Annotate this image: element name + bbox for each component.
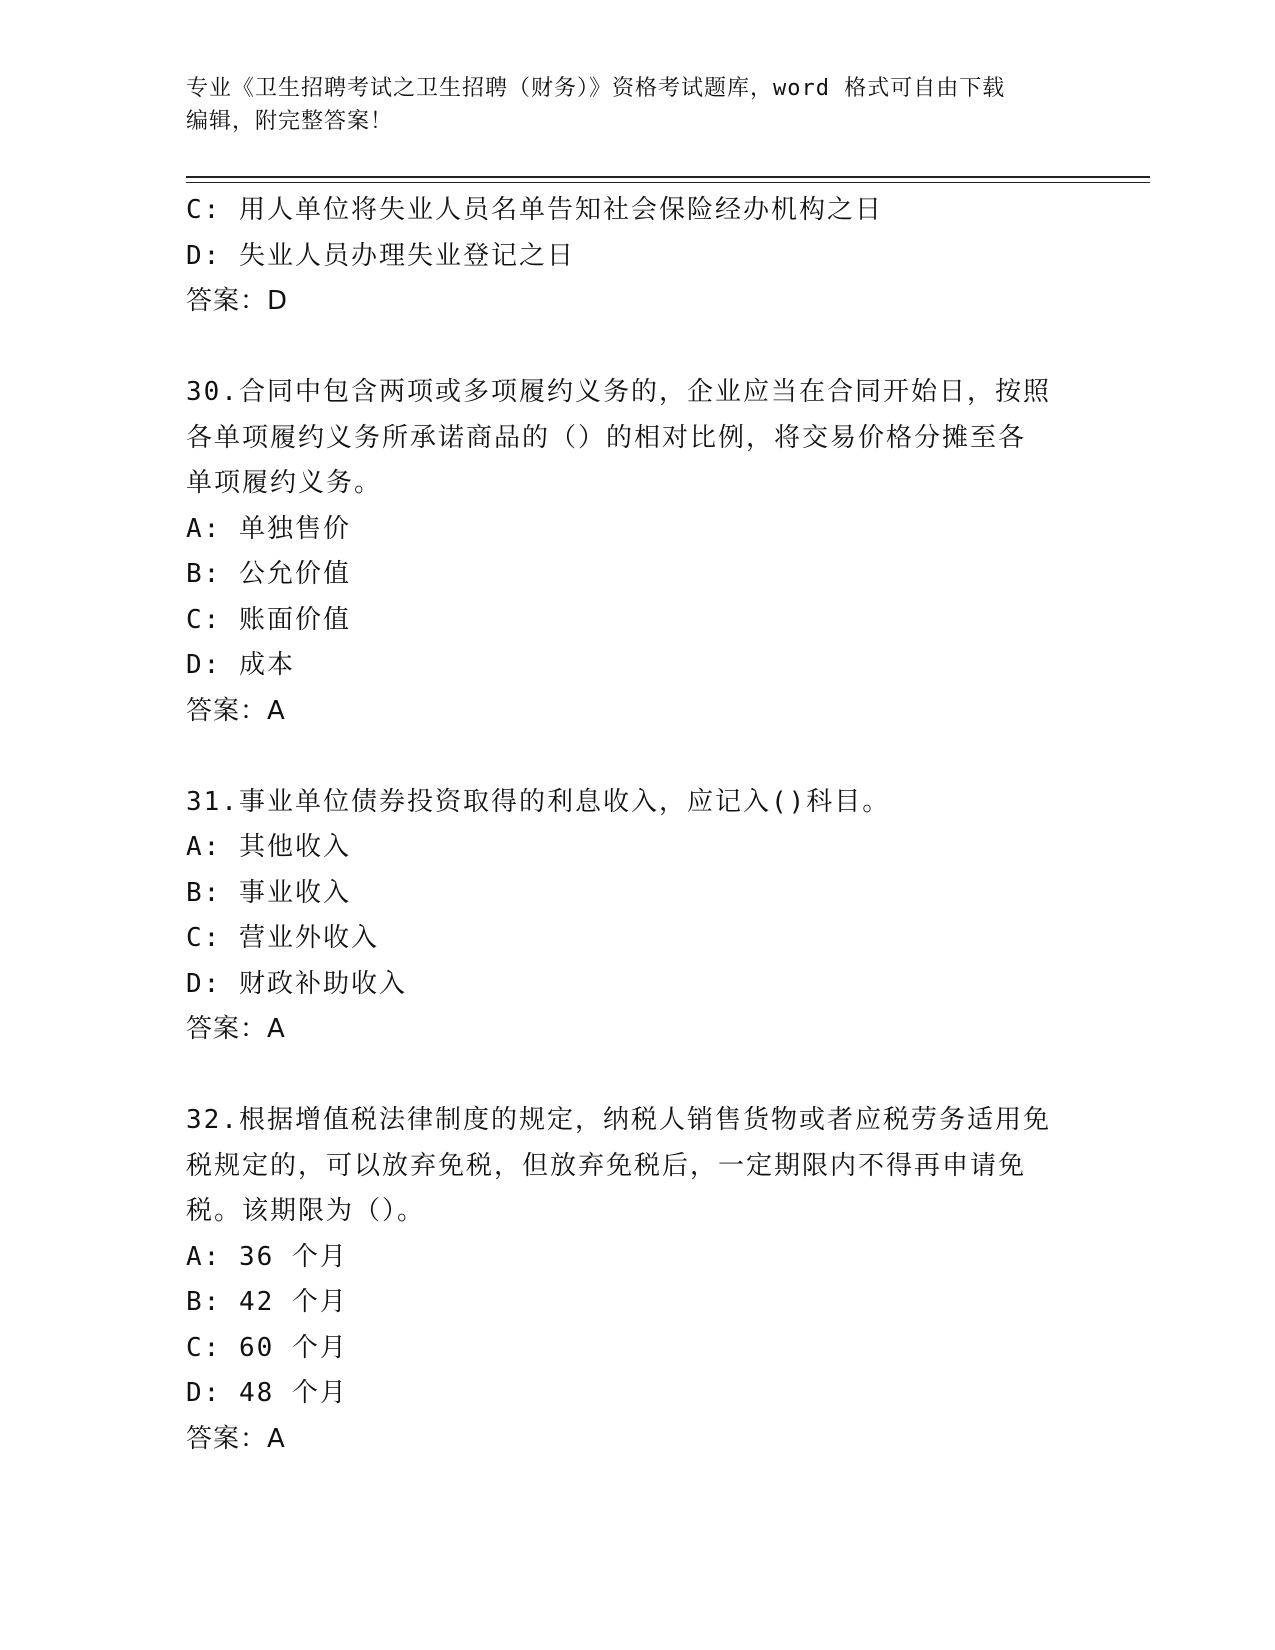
question-31 — [186, 780, 1086, 1053]
header-line-2: 编辑，附完整答案！ — [186, 109, 394, 134]
option-a: A: 其他收入 — [186, 832, 351, 862]
option-b: B: 事业收入 — [186, 877, 351, 908]
document-header — [186, 72, 1066, 138]
question-text-line: 各单项履约义务所承诺商品的（）的相对比例，将交易价格分摊至各 — [186, 422, 1027, 453]
option-b: B: 42 个月 — [186, 1287, 348, 1317]
question-content — [186, 188, 1086, 1462]
question-30 — [186, 370, 1086, 734]
option-c: C: 用人单位将失业人员名单告知社会保险经办机构之日 — [186, 195, 883, 225]
option-d: D: 成本 — [186, 650, 295, 680]
header-divider — [186, 176, 1150, 178]
continued-question — [186, 188, 1086, 325]
answer-line: 答案：A — [186, 695, 286, 726]
question-text-line: 32.根据增值税法律制度的规定，纳税人销售货物或者应税劳务适用免 — [186, 1105, 1051, 1135]
header-divider-thin — [186, 182, 1150, 183]
question-text-line: 单项履约义务。 — [186, 468, 383, 498]
option-c: C: 账面价值 — [186, 604, 351, 635]
answer-line: 答案：D — [186, 286, 289, 316]
question-text-line: 30.合同中包含两项或多项履约义务的，企业应当在合同开始日，按照 — [186, 377, 1051, 407]
answer-line: 答案：A — [186, 1014, 286, 1044]
option-d: D: 失业人员办理失业登记之日 — [186, 240, 575, 271]
option-b: B: 公允价值 — [186, 559, 351, 589]
option-a: A: 单独售价 — [186, 513, 351, 544]
answer-line: 答案：A — [186, 1423, 286, 1454]
question-32 — [186, 1098, 1086, 1462]
option-d: D: 48 个月 — [186, 1378, 348, 1408]
option-c: C: 营业外收入 — [186, 923, 379, 953]
header-line-1: 专业《卫生招聘考试之卫生招聘（财务）》资格考试题库，word 格式可自由下载 — [186, 76, 1006, 101]
spacer — [186, 734, 1086, 780]
question-text-line: 31.事业单位债券投资取得的利息收入，应记入()科目。 — [186, 786, 891, 817]
spacer — [186, 1053, 1086, 1099]
option-a: A: 36 个月 — [186, 1241, 348, 1272]
spacer — [186, 325, 1086, 371]
option-c: C: 60 个月 — [186, 1332, 348, 1363]
option-d: D: 财政补助收入 — [186, 968, 407, 999]
question-text-line: 税。该期限为（）。 — [186, 1196, 426, 1226]
question-text-line: 税规定的，可以放弃免税，但放弃免税后，一定期限内不得再申请免 — [186, 1150, 1027, 1181]
